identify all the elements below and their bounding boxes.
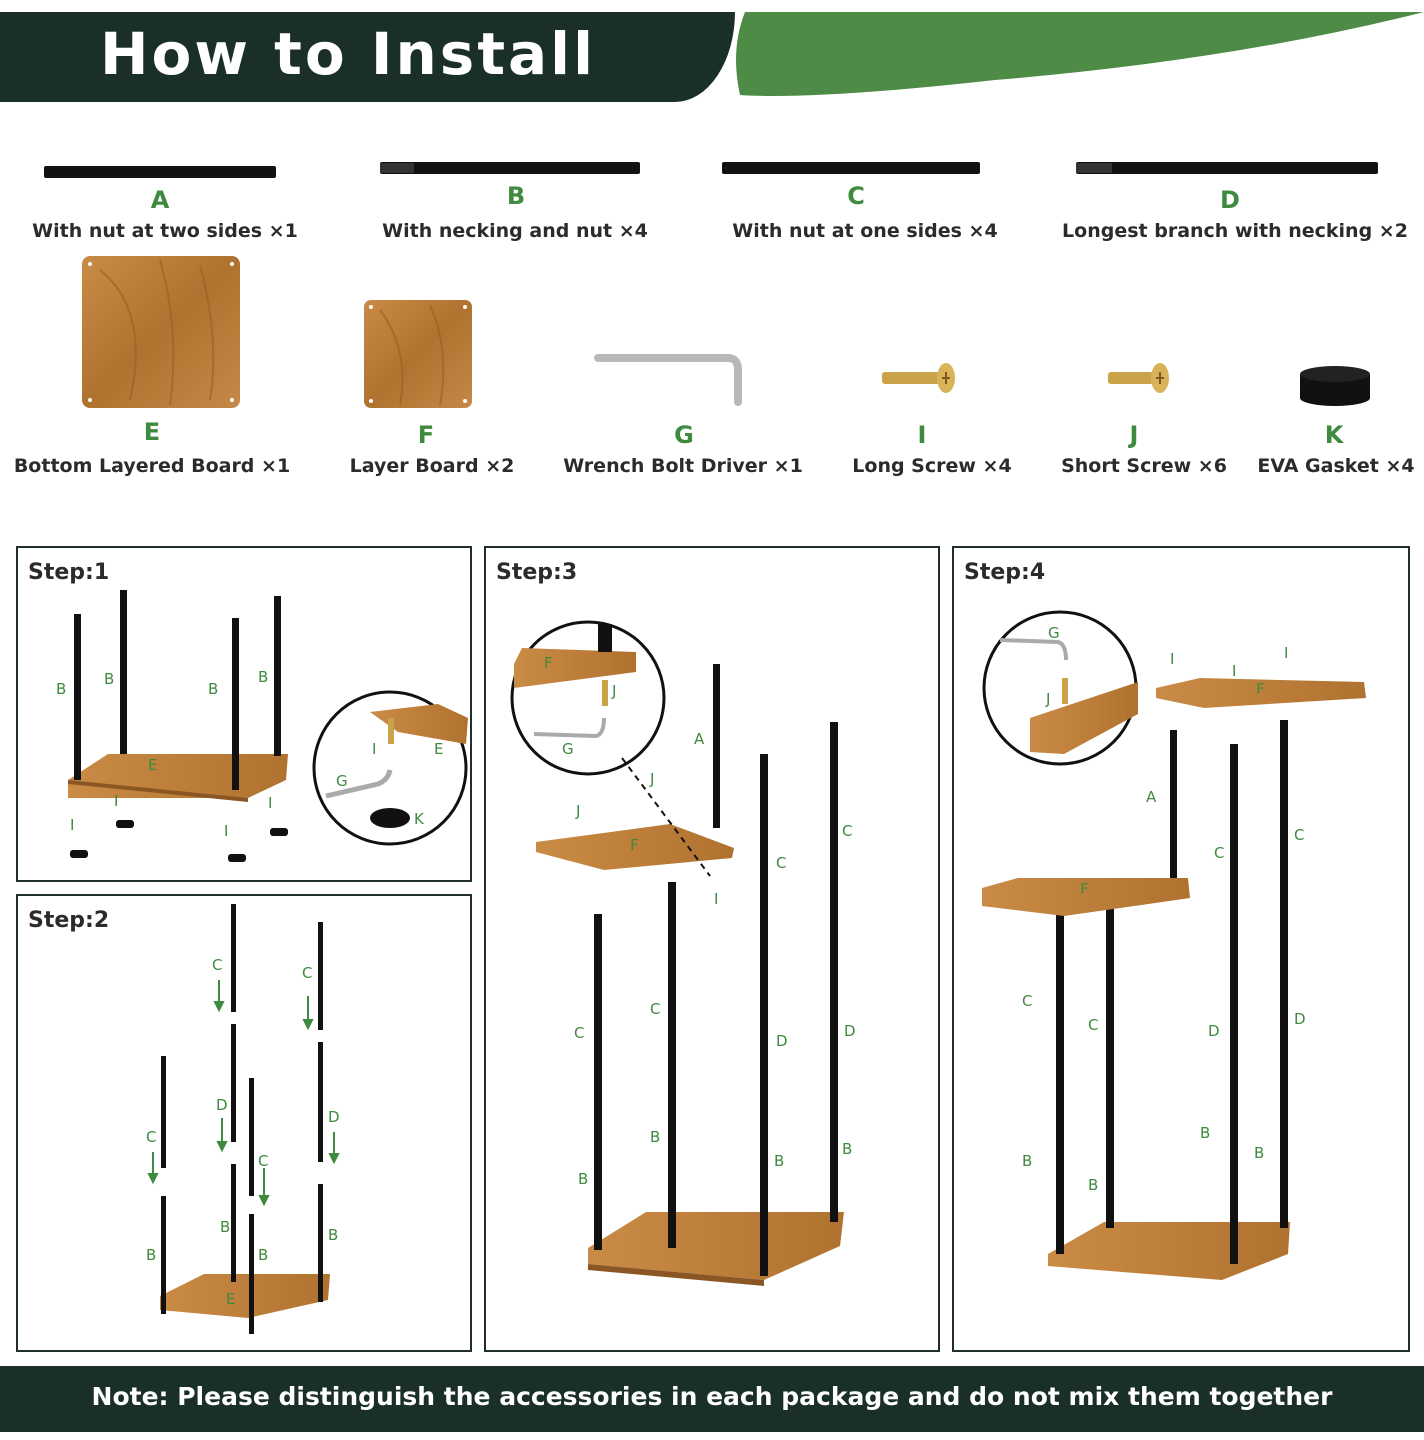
step4-panel [952,546,1410,1352]
label-g: G [562,740,574,758]
label-i: I [1232,662,1237,680]
label-b: B [258,1246,269,1264]
step3-panel [484,546,940,1352]
label-d: D [844,1022,856,1040]
label-b: B [56,680,67,698]
note-bar [0,1366,1424,1432]
step3-title: Step:3 [496,560,578,585]
label-e: E [148,756,158,774]
rod-d-image [1076,162,1378,174]
wrench-g-image [598,358,738,402]
label-i: I [70,816,75,834]
label-b: B [146,1246,157,1264]
part-letter-i: I [917,421,927,449]
label-c: C [212,956,223,974]
label-i: I [372,740,377,758]
label-d: D [328,1108,340,1126]
parts-illustration [0,250,1424,420]
step1-title: Step:1 [28,560,110,585]
part-letter-b: B [506,182,526,210]
label-b: B [774,1152,785,1170]
label-f: F [544,654,553,672]
part-desc-a: With nut at two sides ×1 [32,220,298,242]
label-b: B [258,668,269,686]
step2-panel [16,894,472,1352]
note-text: Note: Please distinguish the accessories in each package and do not mix them together [91,1382,1333,1411]
label-c: C [842,822,853,840]
part-desc-f: Layer Board ×2 [349,455,515,477]
rod-c-image [722,162,980,174]
label-g: G [1048,624,1060,642]
label-c: C [776,854,787,872]
label-c: C [1088,1016,1099,1034]
rods-illustration [0,150,1424,190]
label-i: I [114,792,119,810]
label-b: B [1200,1124,1211,1142]
part-letter-j: J [1129,421,1139,449]
label-i: I [1284,644,1289,662]
label-c: C [258,1152,269,1170]
part-desc-k: EVA Gasket ×4 [1257,455,1415,477]
label-i: I [224,822,229,840]
label-b: B [1022,1152,1033,1170]
label-j: J [576,802,581,820]
label-c: C [146,1128,157,1146]
label-c: C [650,1000,661,1018]
label-i: I [268,794,273,812]
label-b: B [208,680,219,698]
label-b: B [104,670,115,688]
label-j: J [1046,690,1051,708]
part-letter-f: F [417,421,435,449]
label-c: C [1214,844,1225,862]
label-d: D [1294,1010,1306,1028]
step3-diagram [486,548,938,1350]
label-b: B [842,1140,853,1158]
step1-diagram [18,548,470,880]
label-b: B [1254,1144,1265,1162]
label-i: I [714,890,719,908]
rod-b-image [380,162,640,174]
label-f: F [630,836,639,854]
label-e: E [226,1290,236,1308]
label-b: B [578,1170,589,1188]
eva-gasket-image [1300,366,1370,406]
label-a: A [1146,788,1157,806]
label-b: B [220,1218,231,1236]
step1-panel [16,546,472,882]
part-letter-g: G [674,421,694,449]
step4-diagram [954,548,1408,1350]
label-g: G [336,772,348,790]
step2-title: Step:2 [28,908,110,933]
label-f: F [1256,680,1265,698]
step2-diagram [18,896,470,1350]
part-desc-d: Longest branch with necking ×2 [1062,220,1408,242]
part-desc-e: Bottom Layered Board ×1 [13,455,291,477]
label-e: E [434,740,444,758]
label-c: C [1294,826,1305,844]
part-desc-b: With necking and nut ×4 [382,220,648,242]
step4-title: Step:4 [964,560,1046,585]
board-e-image [82,256,240,408]
part-letter-c: C [847,182,865,210]
short-screw-image [1108,363,1169,393]
board-f-image [364,300,472,408]
label-a: A [694,730,705,748]
part-letter-e: E [143,418,161,446]
label-i: I [1170,650,1175,668]
label-c: C [1022,992,1033,1010]
label-j: J [650,770,655,788]
part-letter-k: K [1324,421,1344,449]
page-title: How to Install [100,20,596,88]
label-d: D [1208,1022,1220,1040]
part-desc-j: Short Screw ×6 [1061,455,1227,477]
label-f: F [1080,880,1089,898]
leaf-decoration [735,0,1424,110]
label-c: C [574,1024,585,1042]
long-screw-image [882,363,955,393]
label-b: B [328,1226,339,1244]
part-desc-c: With nut at one sides ×4 [732,220,998,242]
part-desc-g: Wrench Bolt Driver ×1 [563,455,803,477]
part-letter-a: A [150,186,170,214]
label-b: B [1088,1176,1099,1194]
part-letter-d: D [1220,186,1240,214]
label-d: D [216,1096,228,1114]
part-desc-i: Long Screw ×4 [852,455,1012,477]
rod-a-image [44,166,276,178]
label-d: D [776,1032,788,1050]
label-j: J [612,682,617,700]
label-c: C [302,964,313,982]
label-k: K [414,810,424,828]
label-b: B [650,1128,661,1146]
